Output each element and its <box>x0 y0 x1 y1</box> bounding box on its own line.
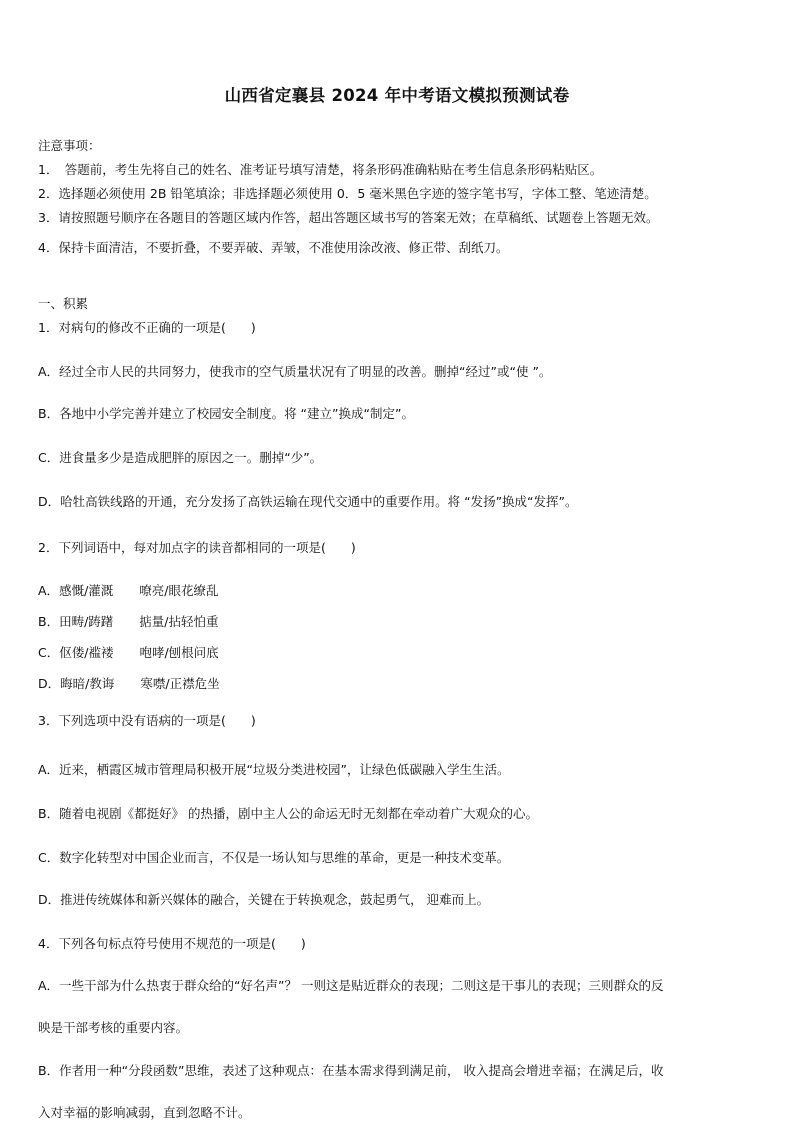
question-4-option-a-line-1: A．一些干部为什么热衷于群众给的“好名声”？ 一则这是贴近群众的表现；二则这是干事儿的表现；三则群众的反 <box>38 978 664 993</box>
notice-item-2: 2．选择题必须使用 2B 铅笔填涂；非选择题必须使用 0．5 毫米黑色字迹的签字笔书写，字体工整、笔迹清楚。 <box>38 186 657 201</box>
question-1-option-b: B．各地中小学完善并建立了校园安全制度。将 “建立”换成“制定”。 <box>38 406 414 421</box>
question-2-stem: 2．下列词语中，每对加点字的读音都相同的一项是( ) <box>38 540 356 555</box>
question-2-option-c <box>38 643 219 661</box>
section-heading: 一、积累 <box>38 296 89 311</box>
question-4-option-a-line-2: 映是干部考核的重要内容。 <box>38 1020 189 1035</box>
question-3-option-a: A．近来，栖霞区城市管理局积极开展“垃圾分类进校园”，让绿色低碳融入学生生活。 <box>38 762 510 777</box>
option-right-words: 咆哮/刨根问底 <box>139 645 219 660</box>
question-1-option-a: A．经过全市人民的共同努力，使我市的空气质量状况有了明显的改善。删掉“经过”或“使 ”。 <box>38 364 552 379</box>
option-left-words: 晦暗/教诲 <box>60 676 115 691</box>
option-left-words: 感慨/灌溉 <box>59 583 114 598</box>
question-3-option-c: C．数字化转型对中国企业而言，不仅是一场认知与思维的革命，更是一种技术变革。 <box>38 850 510 865</box>
page-title: 山西省定襄县 2024 年中考语文模拟预测试卷 <box>224 86 570 105</box>
option-left-words: 田畴/踌躇 <box>59 614 114 629</box>
option-right-words: 掂量/拈轻怕重 <box>139 614 219 629</box>
option-letter: B． <box>38 614 60 629</box>
question-3-option-d: D．推进传统媒体和新兴媒体的融合，关键在于转换观念，鼓起勇气， 迎难而上。 <box>38 892 490 907</box>
option-right-words: 寒噤/正襟危坐 <box>140 676 220 691</box>
question-1-option-d: D．哈牡高铁线路的开通，充分发扬了高铁运输在现代交通中的重要作用。将 “发扬”换成“发挥”。 <box>38 494 578 509</box>
option-letter: A． <box>38 583 60 598</box>
option-right-words: 嘹亮/眼花缭乱 <box>139 583 219 598</box>
question-1-stem: 1．对病句的修改不正确的一项是( ) <box>38 320 256 335</box>
notice-item-3: 3．请按照题号顺序在各题目的答题区域内作答，超出答题区域书写的答案无效；在草稿纸、试题卷上答题无效。 <box>38 210 659 225</box>
question-2-option-d <box>38 674 220 692</box>
option-letter: D． <box>38 676 61 691</box>
question-3-stem: 3．下列选项中没有语病的一项是( ) <box>38 713 256 728</box>
question-4-option-b-line-1: B．作者用一种“分段函数”思维，表述了这种观点：在基本需求得到满足前， 收入提高会增进幸福；在满足后，收 <box>38 1063 664 1078</box>
question-4-stem: 4．下列各句标点符号使用不规范的一项是( ) <box>38 936 306 951</box>
notice-item-4: 4．保持卡面清洁，不要折叠，不要弄破、弄皱，不准使用涂改液、修正带、刮纸刀。 <box>38 240 509 255</box>
question-1-option-c: C．进食量多少是造成肥胖的原因之一。删掉“少”。 <box>38 450 323 465</box>
question-3-option-b: B．随着电视剧《都挺好》 的热播，剧中主人公的命运无时无刻都在牵动着广大观众的心。 <box>38 806 539 821</box>
option-left-words: 伛偻/褴褛 <box>59 645 114 660</box>
option-letter: C． <box>38 645 60 660</box>
notice-item-1: 1． 答题前，考生先将自己的姓名、准考证号填写清楚，将条形码准确粘贴在考生信息条形码粘贴区。 <box>38 162 603 177</box>
notice-heading: 注意事项： <box>38 138 101 153</box>
question-2-option-b <box>38 612 219 630</box>
question-2-option-a <box>38 581 219 599</box>
question-4-option-b-line-2: 入对幸福的影响减弱，直到忽略不计。 <box>38 1105 251 1120</box>
